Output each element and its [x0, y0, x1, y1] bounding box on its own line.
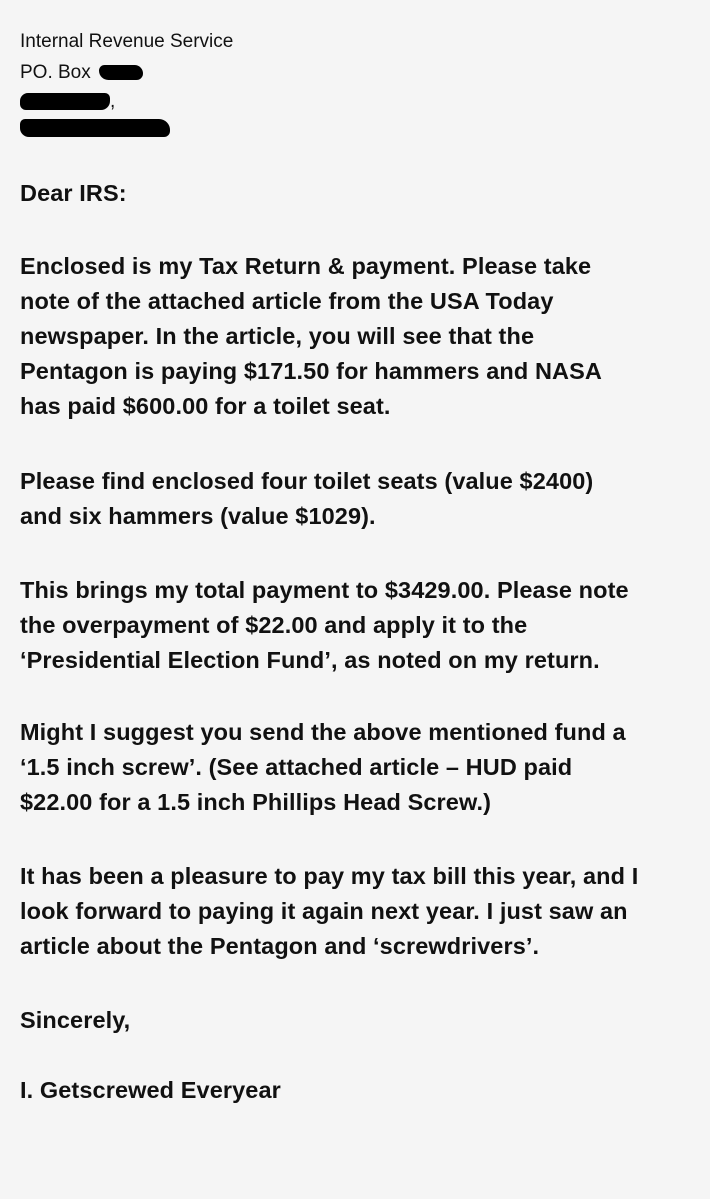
paragraph-line: It has been a pleasure to pay my tax bill this year, and I	[20, 863, 639, 889]
paragraph-line: Please find enclosed four toilet seats (value $2400)	[20, 468, 594, 494]
paragraph-line: ‘Presidential Election Fund’, as noted on my return.	[20, 647, 600, 673]
paragraph-2	[20, 464, 706, 534]
paragraph-line: Pentagon is paying $171.50 for hammers and NASA	[20, 358, 602, 384]
paragraph-line: This brings my total payment to $3429.00. Please note	[20, 577, 629, 603]
paragraph-line: Enclosed is my Tax Return & payment. Please take	[20, 253, 592, 279]
closing-text: Sincerely,	[20, 1007, 131, 1033]
paragraph-line: ‘1.5 inch screw’. (See attached article – HUD paid	[20, 754, 573, 780]
signature-text: I. Getscrewed Everyear	[20, 1077, 281, 1103]
paragraph-5	[20, 859, 706, 964]
redaction-mark	[20, 119, 170, 137]
redaction-mark	[99, 65, 143, 80]
paragraph-3	[20, 573, 706, 678]
paragraph-line: newspaper. In the article, you will see that the	[20, 323, 535, 349]
address-line-1: Internal Revenue Service	[20, 31, 234, 52]
salutation	[20, 176, 706, 211]
address-comma: ,	[110, 91, 116, 112]
address-line-2	[20, 62, 143, 84]
salutation-text: Dear IRS:	[20, 180, 127, 206]
paragraph-1	[20, 249, 706, 424]
paragraph-4	[20, 715, 706, 820]
po-box-label: PO. Box	[20, 62, 91, 83]
paragraph-line: Might I suggest you send the above mentioned fund a	[20, 719, 626, 745]
paragraph-line: and six hammers (value $1029).	[20, 503, 376, 529]
signature	[20, 1073, 706, 1108]
paragraph-line: has paid $600.00 for a toilet seat.	[20, 393, 391, 419]
redaction-mark	[20, 93, 110, 110]
address-line-4	[20, 117, 170, 139]
paragraph-line: look forward to paying it again next year. I just saw an	[20, 898, 628, 924]
paragraph-line: article about the Pentagon and ‘screwdrivers’.	[20, 933, 540, 959]
paragraph-line: the overpayment of $22.00 and apply it to the	[20, 612, 528, 638]
paragraph-line: $22.00 for a 1.5 inch Phillips Head Screw.)	[20, 789, 492, 815]
paragraph-line: note of the attached article from the USA Today	[20, 288, 554, 314]
address-line-3	[20, 91, 115, 113]
closing	[20, 1003, 706, 1038]
